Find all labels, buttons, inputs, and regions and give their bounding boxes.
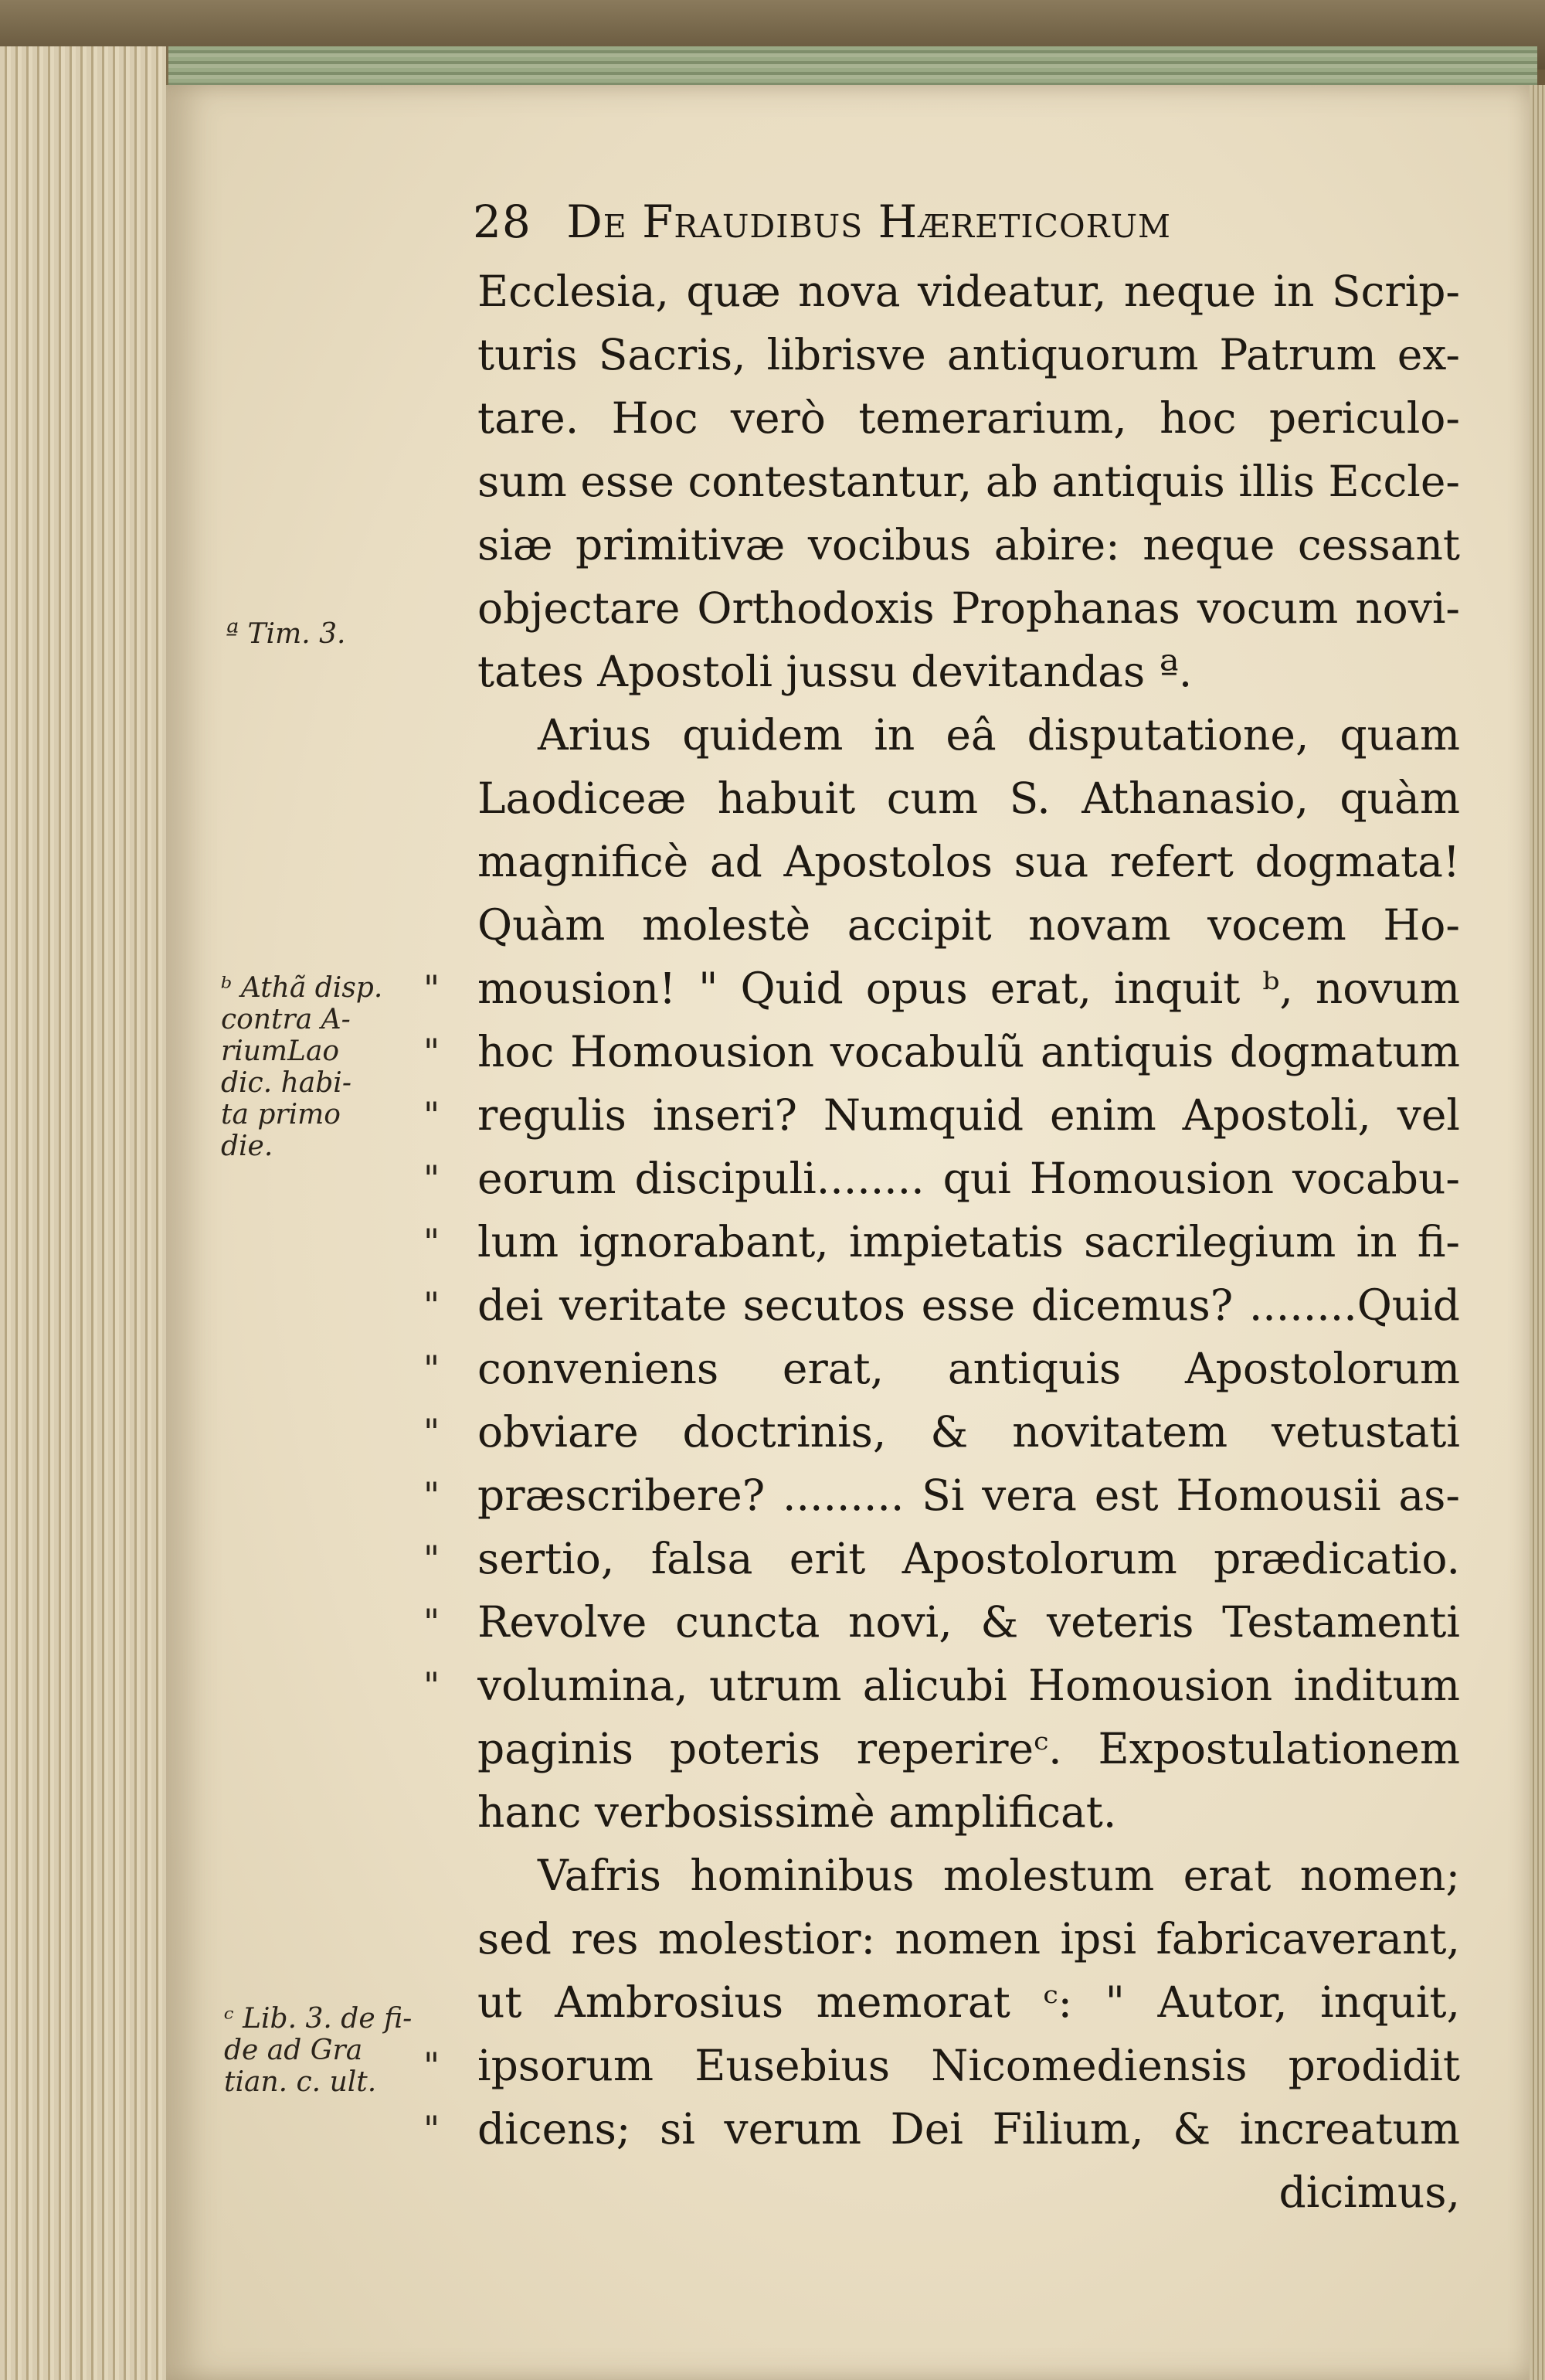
text-line: lum ignorabant, impietatis sacrilegium in fi- [477,1217,1460,1266]
text-line: hoc Homousion vocabulũ antiquis dogmatum [477,1027,1460,1076]
quote-mark: " [423,1031,440,1073]
text-line: Quàm molestè accipit novam vocem Ho- [477,900,1460,950]
quote-mark: " [423,1601,440,1643]
page-block-top-edge [0,46,1537,89]
running-title: De Fraudibus Hæreticorum [566,196,1172,248]
text-line: regulis inseri? Numquid enim Apostoli, vel [477,1090,1460,1140]
page-block-right-edge [1530,85,1545,2380]
text-line: mousion! " Quid opus erat, inquit ᵇ, novum [477,964,1460,1013]
quote-mark: " [423,1158,440,1199]
text-line: paginis poteris reperireᶜ. Expostulationem [477,1724,1460,1773]
margin-note-line: de ad Gra [224,2035,363,2066]
quote-mark: " [423,1411,440,1453]
margin-note-line: ª Tim. 3. [226,618,346,650]
quote-mark: " [423,1094,440,1136]
page-number: 28 [473,196,531,248]
text-line: hanc verbosissimè amplificat. [477,1787,1117,1837]
text-line: ut Ambrosius memorat ᶜ: " Autor, inquit, [477,1977,1460,2027]
text-line: objectare Orthodoxis Prophanas vocum novi- [477,583,1460,633]
catchword: dicimus, [1278,2168,1460,2217]
text-line: sertio, falsa erit Apostolorum prædicatio. [477,1534,1460,1583]
margin-note-line: die. [221,1130,273,1162]
text-line: Vafris hominibus molestum erat nomen; [538,1851,1460,1900]
quote-mark: " [423,1221,440,1263]
margin-note-line: dic. habi- [221,1067,351,1099]
text-line: tare. Hoc verò temerarium, hoc periculo- [477,393,1460,443]
text-line: volumina, utrum alicubi Homousion inditum [477,1661,1460,1710]
quote-mark: " [423,1348,440,1389]
text-line: ipsorum Eusebius Nicomediensis prodidit [477,2041,1460,2090]
running-header [473,196,1477,257]
margin-note-line: ᶜ Lib. 3. de fi- [224,2003,413,2035]
text-line: dei veritate secutos esse dicemus? ........Quid [477,1280,1460,1330]
quote-mark: " [423,1538,440,1579]
text-line: sum esse contestantur, ab antiquis illis Eccle- [477,457,1460,506]
text-line: magnificè ad Apostolos sua refert dogmata! [477,837,1460,886]
text-line: præscribere? ......... Si vera est Homousii as- [477,1470,1460,1520]
text-line: Revolve cuncta novi, & veteris Testamenti [477,1597,1460,1647]
text-line: eorum discipuli........ qui Homousion vocabu- [477,1154,1460,1203]
margin-note-c [224,2003,412,2098]
margin-note-b [221,972,382,1162]
quote-mark: " [423,2108,440,2150]
text-line: conveniens erat, antiquis Apostolorum [477,1344,1460,1393]
text-line: turis Sacris, librisve antiquorum Patrum ex- [477,330,1460,379]
quote-mark: " [423,1664,440,1706]
margin-note-line: contra A- [221,1004,351,1035]
margin-note-a [226,618,345,650]
text-line: tates Apostoli jussu devitandas ª. [477,647,1193,696]
page-block-left-edge [0,46,168,2380]
margin-note-line: tian. c. ult. [224,2066,377,2098]
quote-mark: " [423,1474,440,1516]
text-line: siæ primitivæ vocibus abire: neque cessant [477,520,1460,570]
quote-mark: " [423,1284,440,1326]
text-line: dicens; si verum Dei Filium, & increatum [477,2104,1460,2154]
margin-note-line: ta primo [221,1099,341,1130]
text-line: obviare doctrinis, & novitatem vetustati [477,1407,1460,1457]
text-line: Ecclesia, quæ nova videatur, neque in Scrip- [477,267,1460,316]
margin-note-line: ᵇ Athã disp. [221,972,383,1004]
body-text [477,260,1460,2224]
text-line: Laodiceæ habuit cum S. Athanasio, quàm [477,774,1460,823]
margin-note-line: riumLao [221,1035,340,1067]
text-line: Arius quidem in eâ disputatione, quam [538,710,1460,760]
quote-mark: " [423,2045,440,2086]
quote-mark: " [423,967,440,1009]
text-line: sed res molestior: nomen ipsi fabricaverant, [477,1914,1460,1964]
